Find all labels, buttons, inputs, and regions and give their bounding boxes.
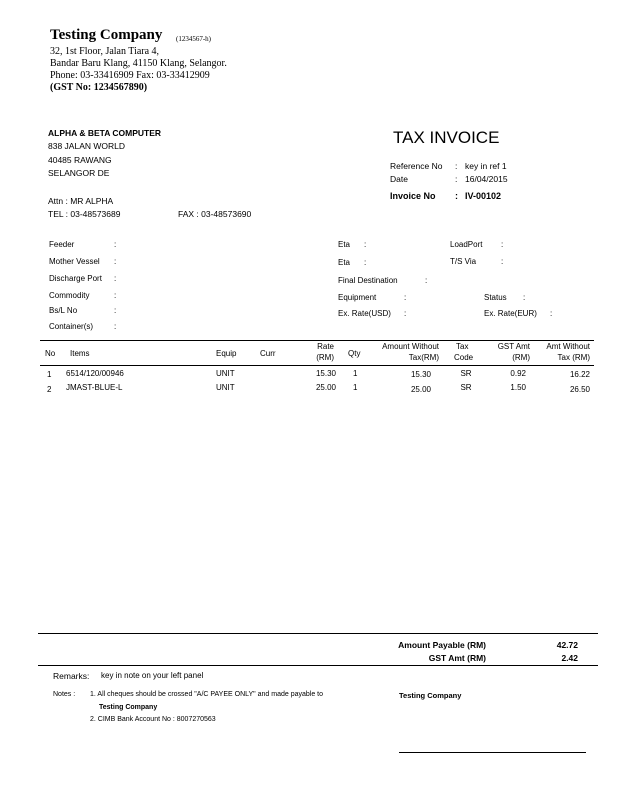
customer-fax: FAX : 03-48573690: [178, 209, 252, 219]
col-amtwo-header-2: Tax (RM): [557, 353, 590, 362]
bl-no-label: Bs/L No: [49, 306, 78, 315]
ex-rate-eur-label: Ex. Rate(EUR): [484, 309, 537, 318]
customer-tel: TEL : 03-48573689: [48, 209, 121, 219]
note-line-1-payee: Testing Company: [99, 704, 158, 711]
customer-name: ALPHA & BETA COMPUTER: [48, 128, 162, 138]
company-phone-fax: Phone: 03-33416909 Fax: 03-33412909: [50, 70, 210, 81]
row-item: 6514/120/00946: [66, 369, 124, 378]
commodity-label: Commodity: [49, 291, 90, 300]
equipment-colon: :: [404, 293, 407, 302]
col-taxcode-header-1: Tax: [456, 342, 469, 351]
invoice-no-label: Invoice No: [390, 191, 436, 201]
col-rate-header-2: (RM): [316, 353, 334, 362]
date-label: Date: [390, 174, 408, 184]
col-equip-header: Equip: [216, 349, 237, 358]
row-qty: 1: [353, 369, 358, 378]
row-no: 1: [47, 370, 52, 379]
mother-vessel-colon: :: [114, 257, 117, 266]
table-header-rule: [40, 365, 594, 366]
customer-attn: Attn : MR ALPHA: [48, 196, 114, 206]
date-colon: :: [455, 174, 458, 184]
col-curr-header: Curr: [260, 349, 276, 358]
row-tax-code: SR: [460, 383, 472, 392]
ex-rate-usd-label: Ex. Rate(USD): [338, 309, 391, 318]
feeder-label: Feeder: [49, 240, 75, 249]
eta-2-label: Eta: [338, 258, 351, 267]
row-rate: 15.30: [315, 369, 336, 378]
bl-no-colon: :: [114, 306, 117, 315]
date-value: 16/04/2015: [465, 174, 508, 184]
col-taxcode-header-2: Code: [454, 353, 474, 362]
row-gst: 0.92: [510, 369, 526, 378]
col-amtwo-header-1: Amt Without: [546, 342, 590, 351]
row-amt-without-tax: 26.50: [569, 385, 590, 394]
remarks-text: key in note on your left panel: [101, 671, 204, 680]
table-top-rule: [40, 340, 594, 341]
col-gst-header-1: GST Amt: [497, 342, 530, 351]
customer-address-3: SELANGOR DE: [48, 168, 110, 178]
ts-via-colon: :: [501, 257, 504, 266]
col-amount-header-2: Tax(RM): [408, 353, 439, 362]
row-rate: 25.00: [315, 383, 336, 392]
signature-company: Testing Company: [399, 691, 462, 700]
ex-rate-eur-colon: :: [550, 309, 553, 318]
customer-address-2: 40485 RAWANG: [48, 155, 112, 165]
note-line-2: 2. CIMB Bank Account No : 8007270563: [90, 716, 216, 723]
invoice-title: TAX INVOICE: [393, 128, 500, 147]
invoice-no-value: IV-00102: [465, 191, 502, 201]
col-items-header: Items: [70, 349, 90, 358]
notes-label: Notes :: [53, 691, 76, 698]
row-amt-without-tax: 16.22: [569, 370, 590, 379]
final-destination-colon: :: [425, 276, 428, 285]
signature-line: [399, 752, 586, 753]
row-equip: UNIT: [216, 383, 235, 392]
col-rate-header-1: Rate: [317, 342, 334, 351]
status-label: Status: [484, 293, 507, 302]
reference-no-colon: :: [455, 161, 458, 171]
containers-label: Container(s): [49, 322, 94, 331]
totals-rule: [38, 633, 598, 634]
amount-payable-label: Amount Payable (RM): [398, 640, 486, 650]
gst-amt-label: GST Amt (RM): [428, 653, 486, 663]
customer-address-1: 838 JALAN WORLD: [48, 141, 125, 151]
feeder-colon: :: [114, 240, 117, 249]
row-equip: UNIT: [216, 369, 235, 378]
row-item: JMAST-BLUE-L: [66, 383, 123, 392]
discharge-port-label: Discharge Port: [49, 274, 102, 283]
equipment-label: Equipment: [338, 293, 377, 302]
load-port-colon: :: [501, 240, 504, 249]
eta-1-colon: :: [364, 240, 367, 249]
status-colon: :: [523, 293, 526, 302]
row-amount: 25.00: [410, 385, 431, 394]
col-gst-header-2: (RM): [512, 353, 530, 362]
ts-via-label: T/S Via: [450, 257, 477, 266]
load-port-label: LoadPort: [450, 240, 483, 249]
col-no-header: No: [45, 349, 56, 358]
final-destination-label: Final Destination: [338, 276, 398, 285]
row-qty: 1: [353, 383, 358, 392]
row-gst: 1.50: [510, 383, 526, 392]
company-name: Testing Company: [50, 27, 163, 43]
mother-vessel-label: Mother Vessel: [49, 257, 100, 266]
ex-rate-usd-colon: :: [404, 309, 407, 318]
note-line-1: 1. All cheques should be crossed "A/C PAYEE ONLY" and made payable to: [90, 691, 323, 698]
remarks-rule: [38, 665, 598, 666]
col-amount-header-1: Amount Without: [382, 342, 439, 351]
remarks-label: Remarks:: [53, 671, 90, 681]
col-qty-header: Qty: [348, 349, 361, 358]
eta-2-colon: :: [364, 258, 367, 267]
reference-no-label: Reference No: [390, 161, 443, 171]
commodity-colon: :: [114, 291, 117, 300]
reference-no-value: key in ref 1: [465, 161, 507, 171]
company-address-2: Bandar Baru Klang, 41150 Klang, Selangor.: [50, 58, 227, 69]
invoice-no-colon: :: [455, 191, 458, 201]
row-no: 2: [47, 385, 52, 394]
containers-colon: :: [114, 322, 117, 331]
row-tax-code: SR: [460, 369, 472, 378]
discharge-port-colon: :: [114, 274, 117, 283]
company-gst: (GST No: 1234567890): [50, 82, 148, 93]
gst-amt-value: 2.42: [561, 653, 578, 663]
company-address-1: 32, 1st Floor, Jalan Tiara 4,: [50, 46, 160, 57]
company-reg-no: (1234567-h): [176, 35, 211, 43]
amount-payable-value: 42.72: [556, 640, 578, 650]
eta-1-label: Eta: [338, 240, 351, 249]
row-amount: 15.30: [410, 370, 431, 379]
